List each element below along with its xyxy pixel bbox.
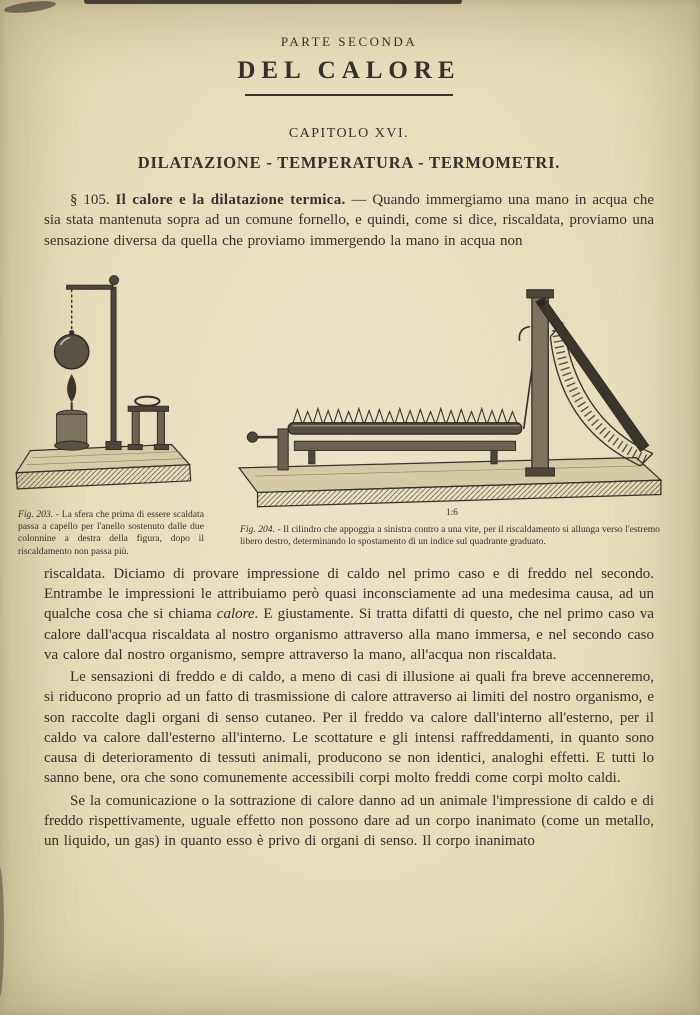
title-underline [245,94,453,96]
figures-row [10,259,678,558]
wooden-base [16,444,190,488]
base-plank [239,457,661,506]
fig-204-label: Fig. 204. [240,523,275,535]
fig-203-caption [10,509,208,558]
fig-204-illustration [224,259,676,517]
section-number: § 105. [70,192,110,208]
flame-icon [67,374,76,402]
scan-artifact-corner [4,0,57,15]
fig-203-illustration [10,259,208,501]
adjusting-screw [247,429,288,470]
needle-pivot [537,299,545,307]
paragraph-2 [44,564,654,665]
paragraph-3: Le sensazioni di freddo e di caldo, a meno di casi di illusione ai quali fra breve accenneremo, si riducono proprio ad un fatto di trasmissione di calore attraverso ai limiti del nostro organismo, e son raccolte dagli organi di senso cutaneo. Per il freddo va calore dall'interno all'esterno, per il caldo va calore dall'esterno all'interno. Le scottature e gli intensi raffreddamenti, in quanto sono causa di deterioramento di tessuti animali, producono se non identici, analoghi effetti. E tutti lo sanno bene, ora che sono comunemente accessibili corpi molto freddi come corpi molto caldi. [44,669,654,787]
heated-sphere [55,330,89,369]
figure-203 [10,259,208,558]
fig-204-caption-text: - Il cilindro che appoggia a sinistra contro a una vite, per il riscaldamento si allunga verso l'estremo libero destro, determinando lo spostamento di un indice sul quadrante graduato. [240,523,660,548]
index-needle [536,298,649,452]
chapter-heading: CAPITOLO XVI. [288,126,410,141]
figure-204 [224,259,676,549]
metal-cylinder [288,423,521,434]
burner-trough [294,441,515,464]
fig-203-caption-text: - La sfera che prima di essere scaldata passa a capello per l'anello sostenuto dalle due colonnine a destra della figura, dopo il riscaldamento non passa più. [18,508,204,557]
paragraph-1-bold-lead: Il calore e la dilatazione termica. [115,192,346,208]
fig-204-caption [240,524,660,549]
paragraph-1 [44,190,654,251]
paragraph-4: Se la comunicazione o la sottrazione di calore danno ad un animale l'impressione di caldo e di freddo rispettivamente, uguale effetto non possono dare ad un corpo inanimato (come un metallo, un liquido, un gas) in quanto esso è privo di organi di senso. Il corpo inanimato [44,792,654,850]
fig-204-scale-label: 1:6 [446,506,458,517]
scan-artifact-top [84,0,462,4]
chapter-title: DILATAZIONE - TEMPERATURA - TERMOMETRI. [137,153,561,172]
part-heading: PARTE SECONDA [280,34,418,49]
paragraph-2-italic-word: calore [216,606,255,623]
paragraph-2-text-a: riscaldata. Diciamo di provare impressione di caldo nel primo caso e di freddo nel secondo. Entrambe le impressioni le attribuiamo però quasi inconsciamente ad una medesima causa, ad un qualche cosa che si chiama [44,565,654,623]
ring-columns [128,396,168,449]
scan-artifact-edge [0,867,4,997]
paragraph-1-text: — Quando immergiamo una mano in acqua che sia stata mantenuta sopra ad un comune fornello, e quindi, come si dice, riscaldata, proviamo una sensazione diversa da quella che proviamo immergendo la mano in acqua non [44,192,654,249]
paragraph-2-text-b: . E giustamente. Si tratta difatti di questo, che nel primo caso va calore dall'acqua riscaldata al nostro organismo attraverso alla mano immersa, e nel secondo caso va calore dal nostro organismo, sempre attraverso la mano, all'acqua non riscaldata. [44,606,655,663]
page-title: DEL CALORE [237,57,461,84]
spirit-lamp [55,374,89,450]
fig-203-label: Fig. 203. [18,508,54,520]
